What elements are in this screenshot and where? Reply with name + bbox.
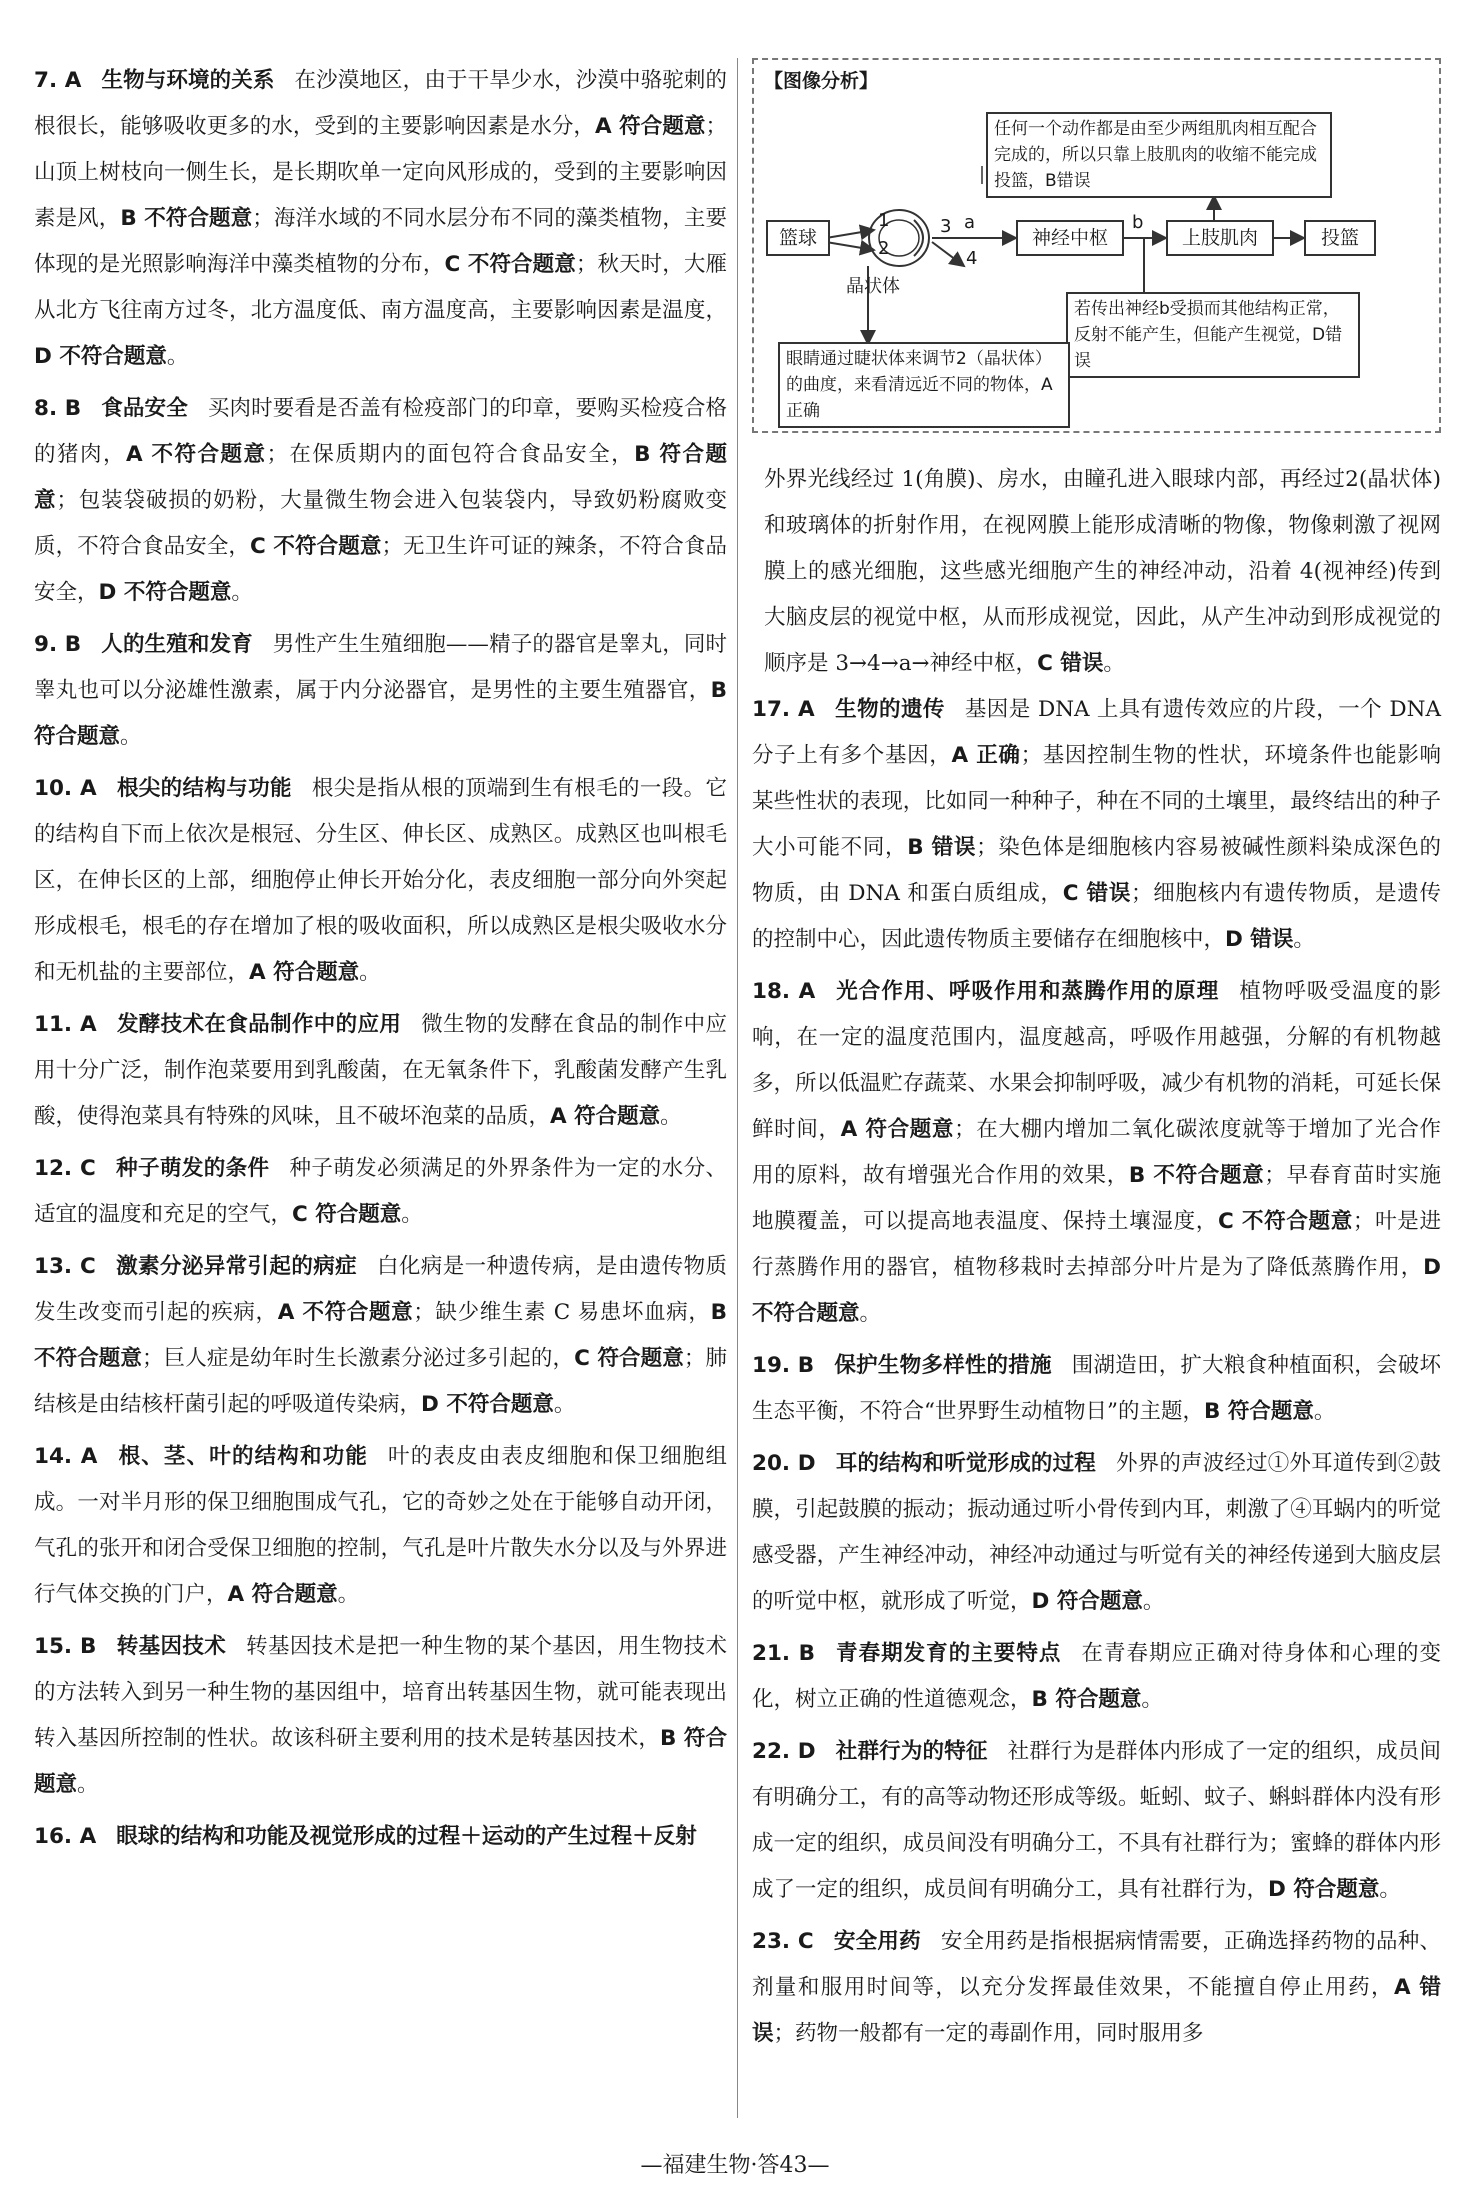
answer-verdict: C 错误 bbox=[1062, 881, 1132, 906]
answer-item bbox=[752, 1343, 1441, 1435]
answer-item bbox=[752, 1631, 1441, 1723]
answer-topic: 生物与环境的关系 bbox=[101, 68, 275, 93]
answer-text: 。 bbox=[1142, 1589, 1165, 1614]
answer-item bbox=[34, 622, 727, 760]
answer-text: 在青春期应正确对待身体和心理的变化，树立正确的性道德观念， bbox=[752, 1641, 1441, 1712]
answer-text: ；基因控制生物的性状，环境条件也能影响某些性状的表现，比如同一种种子，种在不同的土壤里，最终结出的种子大小可能不同， bbox=[752, 743, 1441, 860]
answer-item bbox=[34, 1624, 727, 1808]
answer-text: 。 bbox=[166, 344, 189, 369]
answer-topic: 根、茎、叶的结构和功能 bbox=[117, 1444, 369, 1469]
answer-topic: 人的生殖和发育 bbox=[101, 632, 253, 657]
answer-verdict: A 符合题意 bbox=[227, 1582, 338, 1607]
answer-item bbox=[34, 1434, 727, 1618]
answer-topic: 生物的遗传 bbox=[834, 697, 945, 722]
answer-verdict: A 符合题意 bbox=[550, 1104, 661, 1129]
answer-text: 。 bbox=[77, 1772, 99, 1797]
answer-topic: 转基因技术 bbox=[116, 1634, 227, 1659]
answer-text: ；叶是进行蒸腾作用的器官，植物移栽时去掉部分叶片是为了降低蒸腾作用， bbox=[752, 1209, 1441, 1280]
answer-text: 买肉时要看是否盖有检疫部门的印章，要购买检疫合格的猪肉， bbox=[34, 396, 727, 467]
label-4: 4 bbox=[966, 248, 978, 269]
answer-verdict: D 不符合题意 bbox=[752, 1255, 1441, 1326]
answer-number: 13. C bbox=[34, 1254, 96, 1279]
answer-number: 21. B bbox=[752, 1641, 815, 1666]
answer-topic: 光合作用、呼吸作用和蒸腾作用的原理 bbox=[835, 979, 1220, 1004]
answer-verdict: A 不符合题意 bbox=[277, 1300, 414, 1325]
answer-number: 10. A bbox=[34, 776, 97, 801]
answer-verdict: A 正确 bbox=[951, 743, 1021, 768]
label-3: 3 bbox=[940, 216, 952, 237]
answer-text: 。 bbox=[359, 960, 381, 985]
answer-verdict: B 符合题意 bbox=[34, 442, 727, 513]
note-box-muscle: 任何一个动作都是由至少两组肌肉相互配合完成的，所以只靠上肢肌肉的收缩不能完成投篮，B错误 bbox=[986, 112, 1332, 198]
answer-verdict: D 错误 bbox=[1225, 927, 1294, 952]
answer-verdict: B 不符合题意 bbox=[1128, 1163, 1265, 1188]
answer-topic: 种子萌发的条件 bbox=[115, 1156, 270, 1181]
left-column bbox=[34, 58, 727, 1866]
answer-number: 17. A bbox=[752, 697, 815, 722]
answer-item bbox=[752, 1729, 1441, 1913]
answer-text: ；在保质期内的面包符合食品安全， bbox=[266, 442, 635, 467]
answer-topic: 社群行为的特征 bbox=[835, 1739, 988, 1764]
answer-number: 16. A bbox=[34, 1824, 97, 1849]
answer-topic: 食品安全 bbox=[101, 396, 188, 421]
answer-text: 。 bbox=[1293, 927, 1315, 952]
answer-verdict: D 不符合题意 bbox=[98, 580, 232, 605]
label-lens: 晶状体 bbox=[846, 276, 900, 297]
answer-text: 白化病是一种遗传病，是由遗传物质发生改变而引起的疾病， bbox=[34, 1254, 727, 1325]
answer-number: 8. B bbox=[34, 396, 82, 421]
answer-item bbox=[34, 1244, 727, 1428]
answer-verdict: A 符合题意 bbox=[249, 960, 360, 985]
answer-number: 23. C bbox=[752, 1929, 814, 1954]
answer-text: ；细胞核内有遗传物质，是遗传的控制中心，因此遗传物质主要储存在细胞核中， bbox=[752, 881, 1442, 952]
answer-text: ；药物一般都有一定的毒副作用，同时服用多 bbox=[773, 2021, 1204, 2046]
answer-number: 7. A bbox=[34, 68, 82, 93]
answer-topic: 安全用药 bbox=[833, 1929, 921, 1954]
label-2: 2 bbox=[878, 238, 890, 259]
label-1: 1 bbox=[878, 210, 890, 231]
answer-verdict: C 符合题意 bbox=[292, 1202, 402, 1227]
answer-verdict: C 不符合题意 bbox=[444, 252, 576, 277]
answer-number: 14. A bbox=[34, 1444, 98, 1469]
answer-text: ；秋天时，大雁从北方飞往南方过冬，北方温度低、南方温度高，主要影响因素是温度， bbox=[34, 252, 727, 323]
eye-explanation bbox=[752, 457, 1441, 687]
answer-verdict: D 符合题意 bbox=[1268, 1877, 1380, 1902]
answer-text: 。 bbox=[120, 724, 142, 749]
answer-number: 22. D bbox=[752, 1739, 816, 1764]
answer-text: 。 bbox=[660, 1104, 682, 1129]
answer-topic: 发酵技术在食品制作中的应用 bbox=[116, 1012, 402, 1037]
answer-number: 20. D bbox=[752, 1451, 816, 1476]
answer-verdict: B 符合题意 bbox=[1204, 1399, 1314, 1424]
answer-item bbox=[34, 386, 727, 616]
answer-text: 安全用药是指根据病情需要，正确选择药物的品种、剂量和服用时间等，以充分发挥最佳效果，不能擅自停止用药， bbox=[752, 1929, 1441, 2000]
answer-verdict: B 符合题意 bbox=[34, 678, 727, 749]
answer-text: 转基因技术是把一种生物的某个基因，用生物技术的方法转入到另一种生物的基因组中，培育出转基因生物，就可能表现出转入基因所控制的性状。故该科研主要利用的技术是转基因技术， bbox=[34, 1634, 727, 1751]
eye-explanation-verdict: C 错误 bbox=[1037, 651, 1104, 676]
answer-number: 15. B bbox=[34, 1634, 97, 1659]
answer-number: 19. B bbox=[752, 1353, 815, 1378]
answer-text: 。 bbox=[231, 580, 253, 605]
answer-text: 植物呼吸受温度的影响，在一定的温度范围内，温度越高，呼吸作用越强，分解的有机物越多，所以低温贮存蔬菜、水果会抑制呼吸，减少有机物的消耗，可延长保鲜时间， bbox=[752, 979, 1441, 1142]
right-answers bbox=[752, 687, 1441, 2057]
answer-item bbox=[34, 58, 727, 380]
answer-verdict: A 不符合题意 bbox=[125, 442, 267, 467]
answer-text: 。 bbox=[1313, 1399, 1336, 1424]
answer-text: ；早春育苗时实施地膜覆盖，可以提高地表温度、保持土壤湿度， bbox=[752, 1163, 1441, 1234]
right-column bbox=[752, 58, 1441, 2063]
answer-verdict: C 符合题意 bbox=[574, 1346, 684, 1371]
answer-text: 基因是 DNA 上具有遗传效应的片段，一个 DNA 分子上有多个基因， bbox=[752, 697, 1441, 768]
answer-topic: 保护生物多样性的措施 bbox=[834, 1353, 1052, 1378]
answer-text: ；肺结核是由结核杆菌引起的呼吸道传染病， bbox=[34, 1346, 727, 1417]
note-box-lens: 眼睛通过睫状体来调节2（晶状体）的曲度，来看清远近不同的物体，A正确 bbox=[778, 342, 1070, 428]
answer-text: 微生物的发酵在食品的制作中应用十分广泛，制作泡菜要用到乳酸菌，在无氧条件下，乳酸菌发酵产生乳酸，使得泡菜具有特殊的风味，且不破坏泡菜的品质， bbox=[34, 1012, 727, 1129]
answer-text: ；染色体是细胞核内容易被碱性颜料染成深色的物质，由 DNA 和蛋白质组成， bbox=[752, 835, 1441, 906]
answer-item bbox=[34, 766, 727, 996]
answer-verdict: B 符合题意 bbox=[34, 1726, 727, 1797]
answer-text: ；巨人症是幼年时生长激素分泌过多引起的， bbox=[142, 1346, 575, 1371]
answer-text: 种子萌发必须满足的外界条件为一定的水分、适宜的温度和充足的空气， bbox=[34, 1156, 727, 1227]
column-divider bbox=[737, 58, 738, 2118]
answer-text: 。 bbox=[1141, 1687, 1163, 1712]
eye-explanation-end: 。 bbox=[1103, 651, 1125, 676]
diagram-title: 【图像分析】 bbox=[764, 70, 879, 92]
answer-verdict: D 符合题意 bbox=[1031, 1589, 1143, 1614]
answer-verdict: C 不符合题意 bbox=[1218, 1209, 1353, 1234]
answer-number: 9. B bbox=[34, 632, 82, 657]
answer-topic: 眼球的结构和功能及视觉形成的过程＋运动的产生过程＋反射 bbox=[116, 1824, 697, 1849]
answer-text: 在沙漠地区，由于干旱少水，沙漠中骆驼刺的根很长，能够吸收更多的水，受到的主要影响因素是水分， bbox=[34, 68, 727, 139]
answer-text: 外界的声波经过①外耳道传到②鼓膜，引起鼓膜的振动；振动通过听小骨传到内耳，刺激了④耳蜗内的听觉感受器，产生神经冲动，神经冲动通过与听觉有关的神经传递到大脑皮层的听觉中枢，就形成了听觉， bbox=[752, 1451, 1441, 1614]
note-box-nerve: 若传出神经b受损而其他结构正常，反射不能产生，但能产生视觉，D错误 bbox=[1066, 292, 1360, 378]
answer-text: 。 bbox=[553, 1392, 576, 1417]
answer-text: 。 bbox=[1379, 1877, 1401, 1902]
answer-verdict: D 不符合题意 bbox=[421, 1392, 554, 1417]
answer-verdict: B 不符合题意 bbox=[34, 1300, 727, 1371]
answer-text: 叶的表皮由表皮细胞和保卫细胞组成。一对半月形的保卫细胞围成气孔，它的奇妙之处在于能够自动开闭，气孔的张开和闭合受保卫细胞的控制，气孔是叶片散失水分以及与外界进行气体交换的门户， bbox=[34, 1444, 727, 1607]
answer-text: ；包装袋破损的奶粉，大量微生物会进入包装袋内，导致奶粉腐败变质，不符合食品安全， bbox=[34, 488, 727, 559]
answer-number: 11. A bbox=[34, 1012, 97, 1037]
answer-item bbox=[34, 1002, 727, 1140]
answer-verdict: A 符合题意 bbox=[840, 1117, 955, 1142]
answer-verdict: D 不符合题意 bbox=[34, 344, 167, 369]
answer-topic: 耳的结构和听觉形成的过程 bbox=[835, 1451, 1096, 1476]
answer-text: 。 bbox=[401, 1202, 423, 1227]
answer-verdict: B 符合题意 bbox=[1031, 1687, 1142, 1712]
answer-text: 围湖造田，扩大粮食种植面积，会破坏生态平衡，不符合“世界野生动植物日”的主题， bbox=[752, 1353, 1441, 1424]
answer-item bbox=[752, 687, 1441, 963]
answer-number: 12. C bbox=[34, 1156, 96, 1181]
image-analysis-diagram bbox=[752, 58, 1441, 433]
answer-verdict: A 符合题意 bbox=[594, 114, 706, 139]
answer-topic: 根尖的结构与功能 bbox=[116, 776, 292, 801]
answer-text: 男性产生生殖细胞——精子的器官是睾丸，同时睾丸也可以分泌雄性激素，属于内分泌器官，是男性的主要生殖器官， bbox=[34, 632, 727, 703]
node-basketball: 篮球 bbox=[766, 220, 830, 256]
answer-verdict: C 不符合题意 bbox=[250, 534, 382, 559]
answer-text: 。 bbox=[859, 1301, 882, 1326]
answer-verdict: B 错误 bbox=[907, 835, 977, 860]
answer-verdict: A 错误 bbox=[752, 1975, 1441, 2046]
node-arm-muscle: 上肢肌肉 bbox=[1166, 220, 1274, 256]
answer-text: 根尖是指从根的顶端到生有根毛的一段。它的结构自下而上依次是根冠、分生区、伸长区、成熟区。成熟区也叫根毛区，在伸长区的上部，细胞停止伸长开始分化，表皮细胞一部分向外突起形成根毛，根毛的存在增加了根的吸收面积，所以成熟区是根尖吸收水分和无机盐的主要部位， bbox=[34, 776, 727, 985]
node-nerve-center: 神经中枢 bbox=[1016, 220, 1124, 256]
answer-item bbox=[752, 1919, 1441, 2057]
answer-text: ；缺少维生素 C 易患坏血病， bbox=[413, 1300, 711, 1325]
answer-item bbox=[34, 1146, 727, 1238]
answer-number: 18. A bbox=[752, 979, 816, 1004]
answer-topic: 激素分泌异常引起的病症 bbox=[115, 1254, 358, 1279]
page-footer: —福建生物·答43— bbox=[640, 2153, 830, 2178]
answer-text: 。 bbox=[337, 1582, 360, 1607]
label-b: b bbox=[1132, 212, 1144, 233]
answer-text: 社群行为是群体内形成了一定的组织，成员间有明确分工，有的高等动物还形成等级。蚯蚓、蚊子、蝌蚪群体内没有形成一定的组织，成员间没有明确分工，不具有社群行为；蜜蜂的群体内形成了一定的组织，成员间有明确分工，具有社群行为， bbox=[752, 1739, 1441, 1902]
answer-text: ；海洋水域的不同水层分布不同的藻类植物，主要体现的是光照影响海洋中藻类植物的分布， bbox=[34, 206, 727, 277]
answer-text: ；在大棚内增加二氧化碳浓度就等于增加了光合作用的原料，故有增强光合作用的效果， bbox=[752, 1117, 1441, 1188]
answer-topic: 青春期发育的主要特点 bbox=[835, 1641, 1062, 1666]
answer-item bbox=[752, 969, 1441, 1337]
answer-verdict: B 不符合题意 bbox=[120, 206, 253, 231]
node-shoot: 投篮 bbox=[1304, 220, 1376, 256]
eye-explanation-text: 外界光线经过 1(角膜)、房水，由瞳孔进入眼球内部，再经过2(晶状体)和玻璃体的折射作用，在视网膜上能形成清晰的物像，物像刺激了视网膜上的感光细胞，这些感光细胞产生的神经冲动，沿着 4(视神经)传到大脑皮层的视觉中枢，从而形成视觉，因此，从产生冲动到形成视觉的顺序是 3→4→a→神经中枢， bbox=[764, 467, 1441, 676]
answer-text: ；山顶上树枝向一侧生长，是长期吹单一定向风形成的，受到的主要影响因素是风， bbox=[34, 114, 727, 231]
label-a: a bbox=[964, 212, 976, 233]
answer-text: ；无卫生许可证的辣条，不符合食品安全， bbox=[34, 534, 727, 605]
answer-item bbox=[34, 1814, 727, 1860]
answer-item bbox=[752, 1441, 1441, 1625]
